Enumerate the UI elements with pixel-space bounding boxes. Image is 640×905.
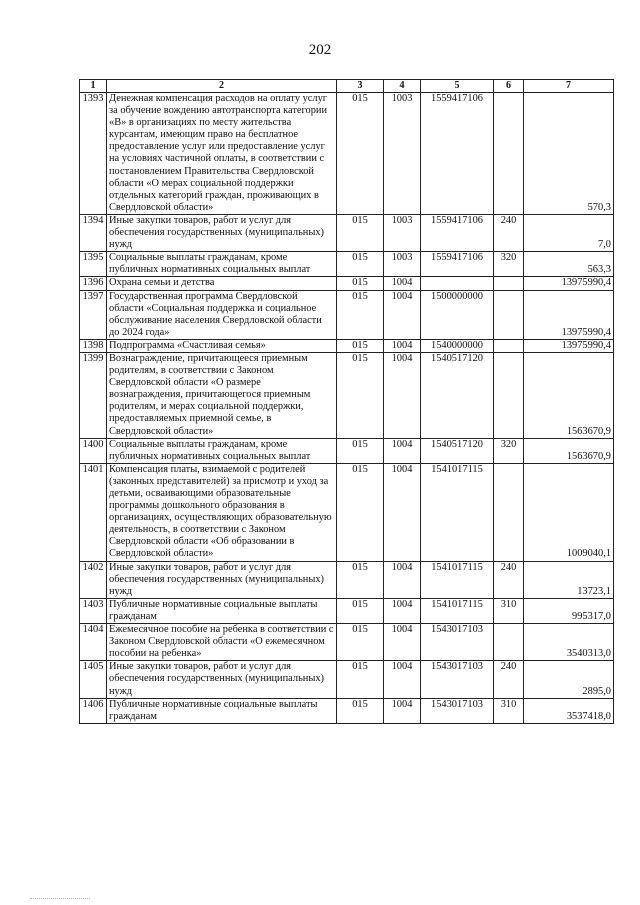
code-expense-type: 240 <box>494 661 524 698</box>
table-row <box>80 438 614 463</box>
code-section: 1004 <box>384 624 421 661</box>
amount: 13975990,4 <box>524 339 614 352</box>
code-ministry: 015 <box>337 598 384 623</box>
amount: 1563670,9 <box>524 438 614 463</box>
table-row <box>80 214 614 251</box>
amount: 13975990,4 <box>524 290 614 339</box>
code-target: 1541017115 <box>421 598 494 623</box>
item-name: Социальные выплаты гражданам, кроме публичных нормативных социальных выплат <box>107 252 337 277</box>
code-ministry: 015 <box>337 252 384 277</box>
code-expense-type: 240 <box>494 561 524 598</box>
code-target <box>421 277 494 290</box>
table-row <box>80 93 614 215</box>
code-expense-type <box>494 93 524 215</box>
header-row <box>80 80 614 93</box>
code-ministry: 015 <box>337 290 384 339</box>
row-number: 1394 <box>80 214 107 251</box>
code-section: 1004 <box>384 463 421 561</box>
scan-artifact <box>30 898 90 901</box>
code-target: 1540517120 <box>421 352 494 438</box>
code-target: 1540517120 <box>421 438 494 463</box>
code-expense-type: 320 <box>494 252 524 277</box>
table-row <box>80 252 614 277</box>
table-row <box>80 561 614 598</box>
table-row <box>80 624 614 661</box>
item-name: Вознаграждение, причитающееся приемным родителям, в соответствии с Законом Свердловской области «О размере вознаграждения, причитающегося приемным родителям, и мерах социальной поддержки, предоставляемых приемной семье, в Свердловской области» <box>107 352 337 438</box>
code-target: 1543017103 <box>421 698 494 723</box>
table-row <box>80 463 614 561</box>
code-target: 1559417106 <box>421 214 494 251</box>
amount: 570,3 <box>524 93 614 215</box>
code-expense-type: 320 <box>494 438 524 463</box>
amount: 13975990,4 <box>524 277 614 290</box>
code-section: 1004 <box>384 290 421 339</box>
code-section: 1003 <box>384 93 421 215</box>
code-target: 1543017103 <box>421 624 494 661</box>
item-name: Публичные нормативные социальные выплаты гражданам <box>107 698 337 723</box>
budget-table <box>79 79 614 724</box>
row-number: 1401 <box>80 463 107 561</box>
code-target: 1559417106 <box>421 252 494 277</box>
amount: 995317,0 <box>524 598 614 623</box>
amount: 13723,1 <box>524 561 614 598</box>
column-header: 5 <box>421 80 494 93</box>
column-header: 1 <box>80 80 107 93</box>
item-name: Компенсация платы, взимаемой с родителей (законных представителей) за присмотр и уход за детьми, осваивающими образовательные программы дошкольного образования в организациях, осуществляющих образовательную деятельность, в соответствии с Законом Свердловской области «Об образовании в Свердловской области» <box>107 463 337 561</box>
item-name: Денежная компенсация расходов на оплату услуг за обучение вождению автотранспорта категории «В» в организациях по месту жительства курсантам, имеющим право на бесплатное предоставление услуг или предоставление услуг на условиях частичной оплаты, в соответствии с постановлением Правительства Свердловской области «О мерах социальной поддержки отдельных категорий граждан, проживающих в Свердловской области» <box>107 93 337 215</box>
code-expense-type <box>494 624 524 661</box>
code-expense-type <box>494 463 524 561</box>
item-name: Иные закупки товаров, работ и услуг для обеспечения государственных (муниципальных) нужд <box>107 561 337 598</box>
row-number: 1400 <box>80 438 107 463</box>
row-number: 1396 <box>80 277 107 290</box>
code-ministry: 015 <box>337 93 384 215</box>
code-ministry: 015 <box>337 277 384 290</box>
row-number: 1406 <box>80 698 107 723</box>
item-name: Подпрограмма «Счастливая семья» <box>107 339 337 352</box>
page-number: 202 <box>308 42 332 58</box>
code-expense-type <box>494 339 524 352</box>
code-target: 1541017115 <box>421 561 494 598</box>
table-row <box>80 698 614 723</box>
amount: 1009040,1 <box>524 463 614 561</box>
code-target: 1500000000 <box>421 290 494 339</box>
row-number: 1393 <box>80 93 107 215</box>
code-ministry: 015 <box>337 339 384 352</box>
code-expense-type <box>494 352 524 438</box>
code-section: 1004 <box>384 661 421 698</box>
table-row <box>80 277 614 290</box>
amount: 3537418,0 <box>524 698 614 723</box>
code-section: 1004 <box>384 438 421 463</box>
row-number: 1404 <box>80 624 107 661</box>
item-name: Ежемесячное пособие на ребенка в соответствии с Законом Свердловской области «О ежемесячном пособии на ребенка» <box>107 624 337 661</box>
code-section: 1004 <box>384 339 421 352</box>
row-number: 1399 <box>80 352 107 438</box>
column-header: 6 <box>494 80 524 93</box>
item-name: Государственная программа Свердловской области «Социальная поддержка и социальное обслуживание населения Свердловской области до 2024 года» <box>107 290 337 339</box>
code-ministry: 015 <box>337 438 384 463</box>
code-section: 1004 <box>384 561 421 598</box>
item-name: Публичные нормативные социальные выплаты гражданам <box>107 598 337 623</box>
table-row <box>80 598 614 623</box>
row-number: 1402 <box>80 561 107 598</box>
row-number: 1398 <box>80 339 107 352</box>
table-row <box>80 339 614 352</box>
column-header: 7 <box>524 80 614 93</box>
code-section: 1004 <box>384 598 421 623</box>
code-expense-type: 310 <box>494 698 524 723</box>
code-ministry: 015 <box>337 463 384 561</box>
item-name: Социальные выплаты гражданам, кроме публичных нормативных социальных выплат <box>107 438 337 463</box>
code-ministry: 015 <box>337 352 384 438</box>
table-row <box>80 661 614 698</box>
amount: 7,0 <box>524 214 614 251</box>
row-number: 1397 <box>80 290 107 339</box>
amount: 563,3 <box>524 252 614 277</box>
row-number: 1405 <box>80 661 107 698</box>
code-expense-type: 310 <box>494 598 524 623</box>
row-number: 1395 <box>80 252 107 277</box>
code-ministry: 015 <box>337 661 384 698</box>
code-section: 1003 <box>384 252 421 277</box>
code-section: 1004 <box>384 698 421 723</box>
code-expense-type <box>494 290 524 339</box>
table-row <box>80 290 614 339</box>
row-number: 1403 <box>80 598 107 623</box>
amount: 3540313,0 <box>524 624 614 661</box>
item-name: Иные закупки товаров, работ и услуг для обеспечения государственных (муниципальных) нужд <box>107 661 337 698</box>
code-target: 1543017103 <box>421 661 494 698</box>
table-row <box>80 352 614 438</box>
code-expense-type: 240 <box>494 214 524 251</box>
column-header: 2 <box>107 80 337 93</box>
amount: 2895,0 <box>524 661 614 698</box>
amount: 1563670,9 <box>524 352 614 438</box>
code-ministry: 015 <box>337 214 384 251</box>
column-header: 4 <box>384 80 421 93</box>
item-name: Иные закупки товаров, работ и услуг для обеспечения государственных (муниципальных) нужд <box>107 214 337 251</box>
code-target: 1540000000 <box>421 339 494 352</box>
column-header: 3 <box>337 80 384 93</box>
code-ministry: 015 <box>337 698 384 723</box>
code-section: 1004 <box>384 277 421 290</box>
item-name: Охрана семьи и детства <box>107 277 337 290</box>
code-section: 1004 <box>384 352 421 438</box>
code-section: 1003 <box>384 214 421 251</box>
code-ministry: 015 <box>337 561 384 598</box>
code-target: 1541017115 <box>421 463 494 561</box>
table-body <box>80 80 614 724</box>
code-ministry: 015 <box>337 624 384 661</box>
code-expense-type <box>494 277 524 290</box>
code-target: 1559417106 <box>421 93 494 215</box>
